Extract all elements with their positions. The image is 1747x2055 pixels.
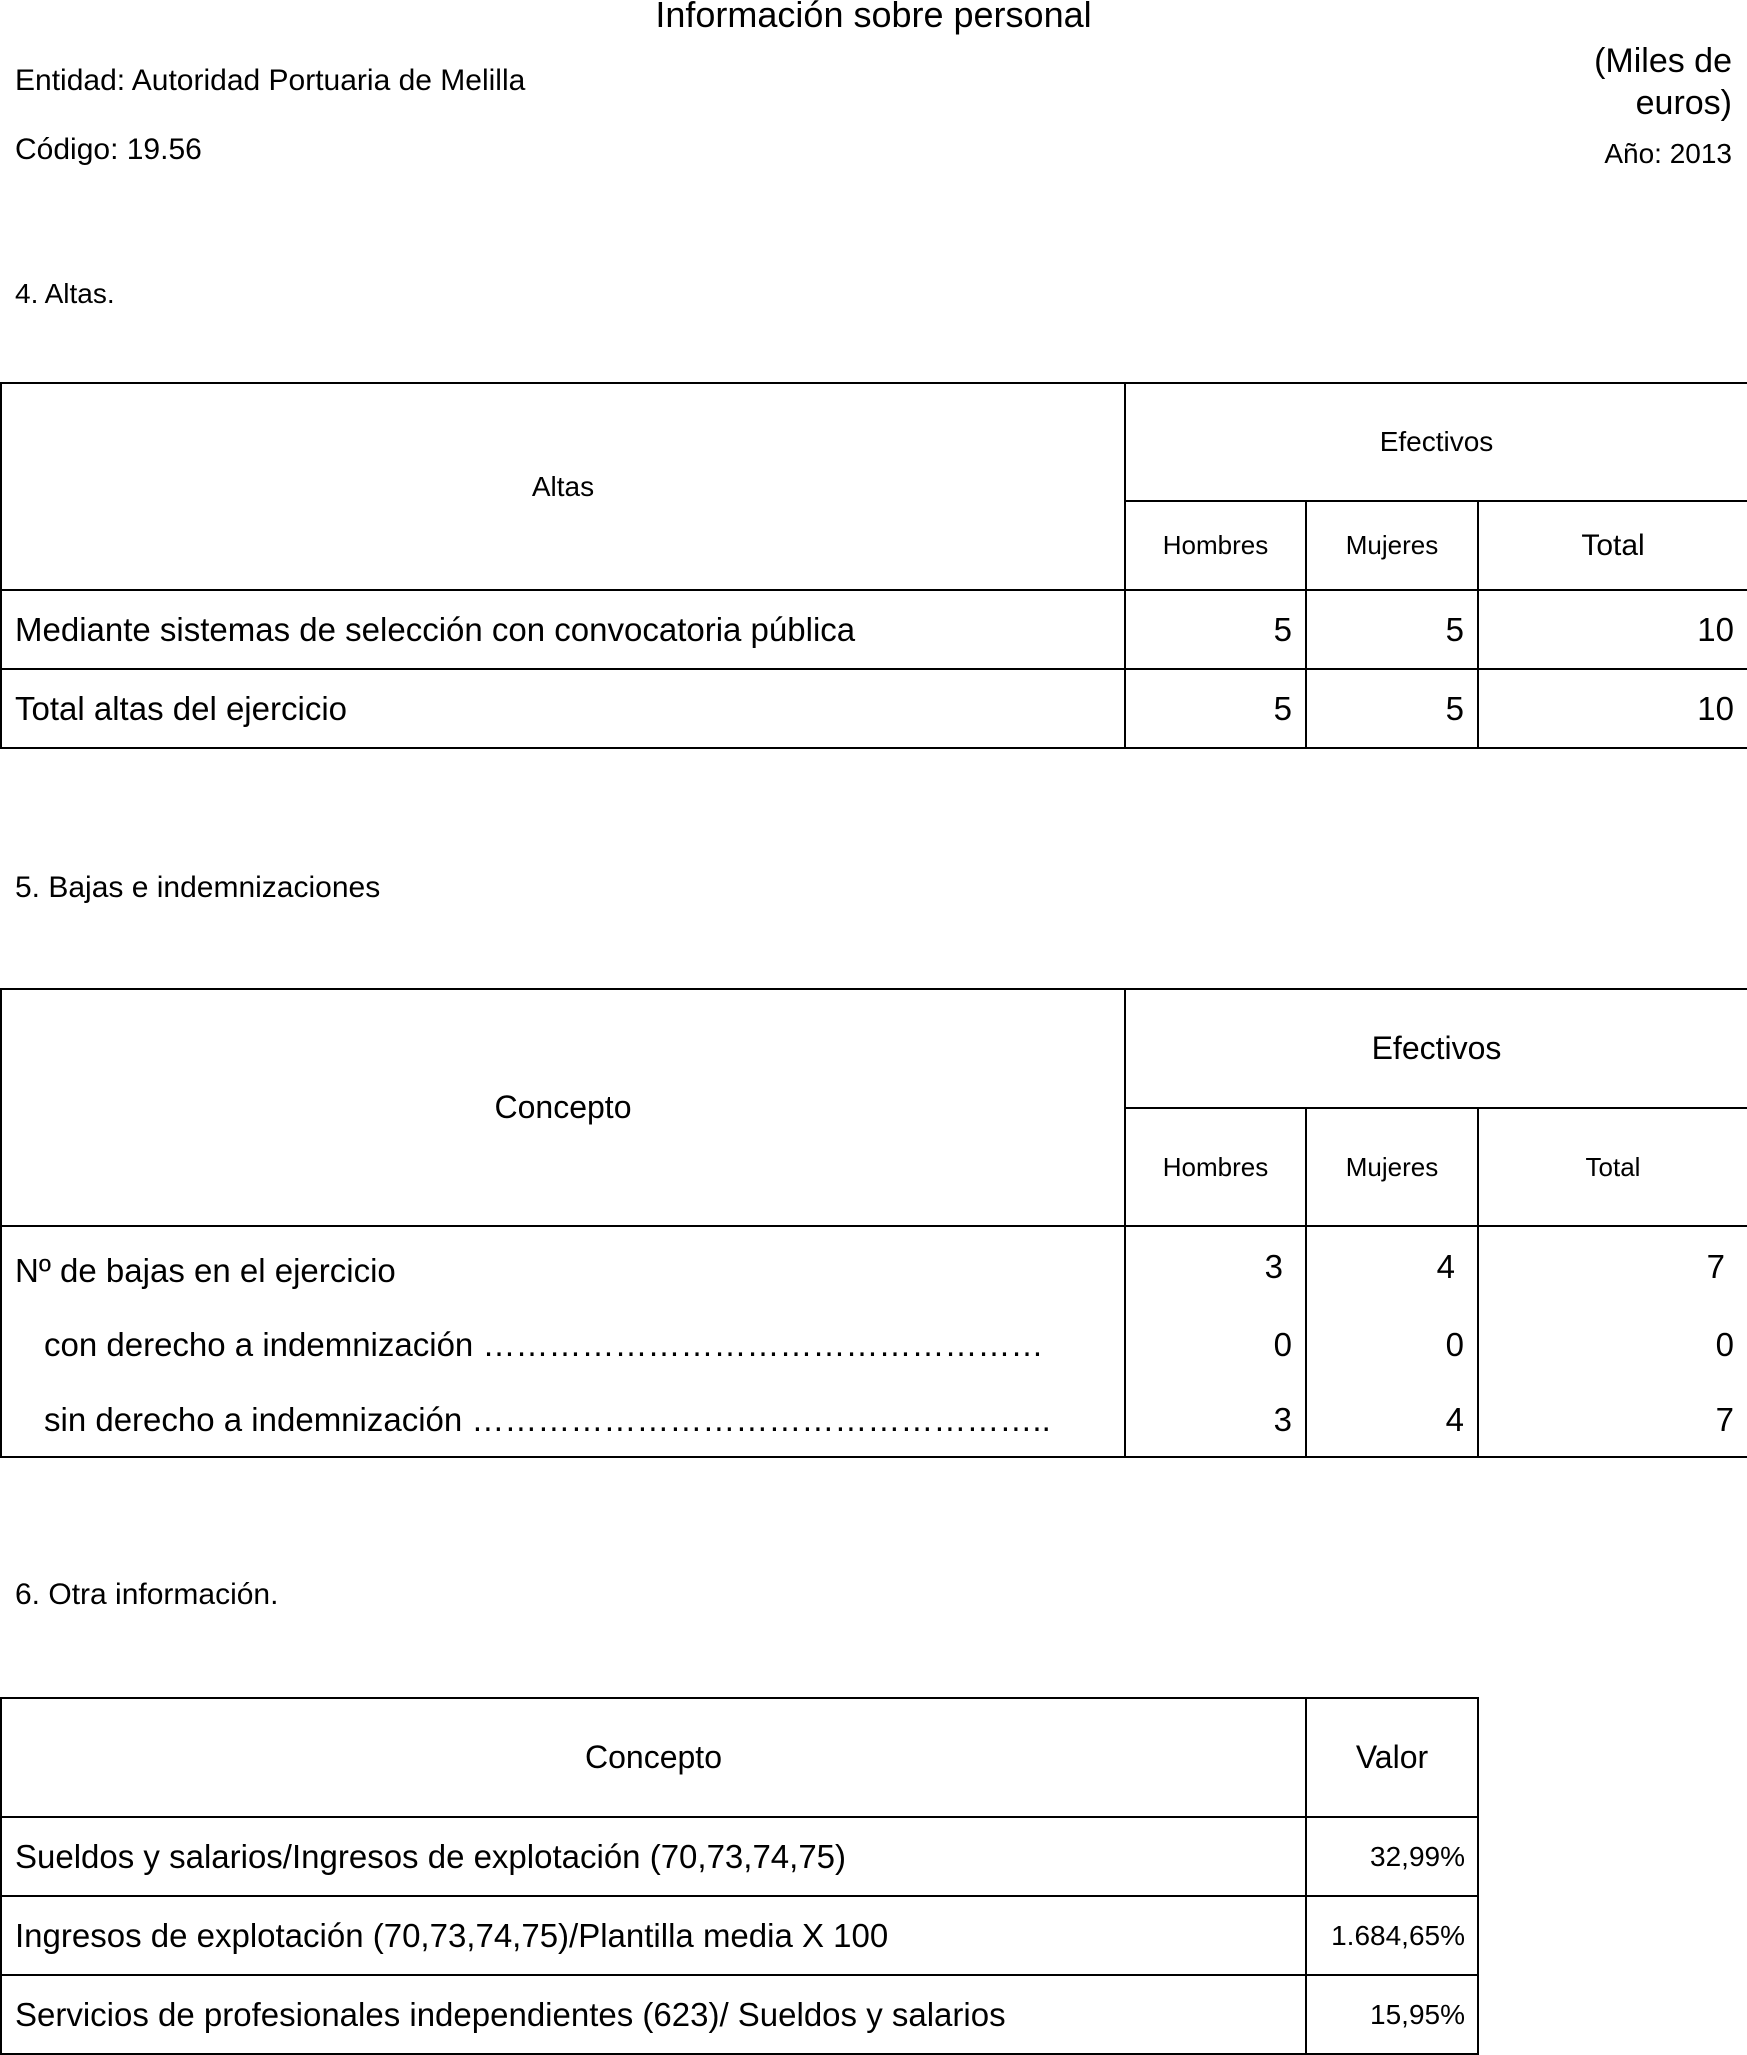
row-label: sin derecho a indemnización …………………………………………….. (1, 1383, 1125, 1457)
row-men: 3 (1125, 1226, 1306, 1307)
altas-header-women: Mujeres (1306, 501, 1478, 590)
row-men: 5 (1125, 590, 1306, 669)
table-row (1, 1896, 1478, 1975)
row-women: 4 (1306, 1383, 1478, 1457)
table-row (1, 1975, 1478, 2054)
otra-header-concept: Concepto (1, 1698, 1306, 1817)
units-line-2: euros) (1635, 84, 1732, 122)
row-women: 5 (1306, 669, 1478, 748)
bajas-header-men: Hombres (1125, 1108, 1306, 1226)
units-line-1: (Miles de (1594, 42, 1732, 80)
entity-name: Entidad: Autoridad Portuaria de Melilla (15, 64, 526, 97)
bajas-header-concept: Concepto (1, 989, 1125, 1226)
row-total: 0 (1478, 1307, 1747, 1383)
table-row (1, 669, 1747, 748)
row-label: Ingresos de explotación (70,73,74,75)/Plantilla media X 100 (1, 1896, 1306, 1975)
row-label: Sueldos y salarios/Ingresos de explotación (70,73,74,75) (1, 1817, 1306, 1896)
otra-info-table (0, 1697, 1479, 2055)
bajas-header-total: Total (1478, 1108, 1747, 1226)
table-row (1, 1307, 1747, 1383)
row-label: Total altas del ejercicio (1, 669, 1125, 748)
row-women: 0 (1306, 1307, 1478, 1383)
fiscal-year: Año: 2013 (1604, 138, 1732, 169)
bajas-header-group: Efectivos (1125, 989, 1747, 1108)
page-title: Información sobre personal (655, 0, 1092, 35)
altas-header-concept: Altas (1, 383, 1125, 590)
altas-header-total: Total (1478, 501, 1747, 590)
row-women: 5 (1306, 590, 1478, 669)
altas-header-men: Hombres (1125, 501, 1306, 590)
otra-header-value: Valor (1306, 1698, 1478, 1817)
entity-code: Código: 19.56 (15, 133, 202, 166)
table-row (1, 1383, 1747, 1457)
row-label: Mediante sistemas de selección con convocatoria pública (1, 590, 1125, 669)
section-5-heading: 5. Bajas e indemnizaciones (15, 871, 381, 904)
table-row (1, 1226, 1747, 1307)
row-women: 4 (1306, 1226, 1478, 1307)
row-label: Servicios de profesionales independientes (623)/ Sueldos y salarios (1, 1975, 1306, 2054)
bajas-table (0, 988, 1747, 1458)
row-value: 32,99% (1306, 1817, 1478, 1896)
row-total: 10 (1478, 590, 1747, 669)
altas-table (0, 382, 1747, 749)
table-row (1, 590, 1747, 669)
row-total: 7 (1478, 1383, 1747, 1457)
row-men: 0 (1125, 1307, 1306, 1383)
row-label: con derecho a indemnización …………………………………………… (1, 1307, 1125, 1383)
section-6-heading: 6. Otra información. (15, 1578, 279, 1611)
row-value: 15,95% (1306, 1975, 1478, 2054)
table-row (1, 1817, 1478, 1896)
row-value: 1.684,65% (1306, 1896, 1478, 1975)
row-label: Nº de bajas en el ejercicio (1, 1226, 1125, 1307)
bajas-header-women: Mujeres (1306, 1108, 1478, 1226)
row-total: 7 (1478, 1226, 1747, 1307)
section-4-heading: 4. Altas. (15, 278, 115, 309)
altas-header-group: Efectivos (1125, 383, 1747, 501)
row-men: 5 (1125, 669, 1306, 748)
row-men: 3 (1125, 1383, 1306, 1457)
units-note (1594, 40, 1732, 124)
row-total: 10 (1478, 669, 1747, 748)
